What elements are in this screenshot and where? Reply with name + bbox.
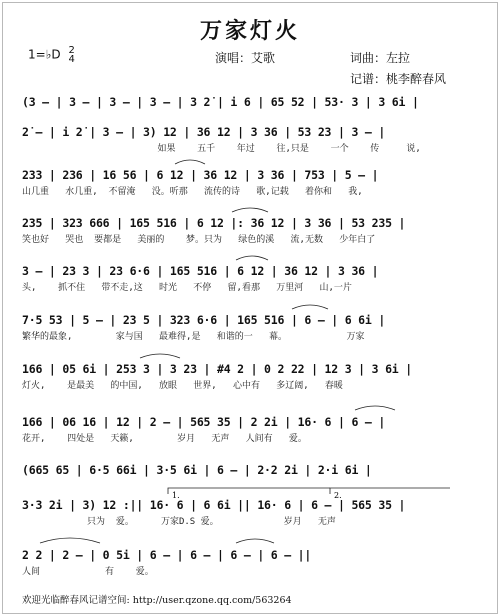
score-row-5 xyxy=(22,264,482,292)
lyricist-credit: 词曲：左拉 xyxy=(350,51,411,65)
key-prefix: 1= xyxy=(28,47,46,62)
lyrics-line: 灯火, 是最美 的中国, 放眼 世界, 心中有 多辽阔, 春暖 xyxy=(22,381,343,391)
lyrics-line: 繁华的最象, 家与国 最难得,是 和谐的一 幕。 万家 xyxy=(22,332,365,342)
lyrics-line: 笑也好 哭也 要都是 美丽的 梦。只为 绿色的溪 流,无数 少年白了 xyxy=(22,235,376,245)
lyrics-line xyxy=(22,479,482,491)
score-row-11 xyxy=(22,548,482,576)
score-row-2 xyxy=(22,125,482,153)
score-row-6 xyxy=(22,313,482,341)
score-row-4 xyxy=(22,216,482,244)
lyrics-line: 人间 有 爱。 xyxy=(22,567,154,577)
notation-line: (3 – | 3 – | 3 – | 3 – | 3 2̇ | i 6 | 65 52 | 53· 3 | 3 6i | xyxy=(22,95,419,109)
notation-line: 3 – | 23 3 | 23 6·6 | 165 516 | 6 12 | 36 12 | 3 36 | xyxy=(22,264,379,278)
key-tonic: ♭D xyxy=(45,47,61,62)
score-row-10 xyxy=(22,498,482,526)
score-row-8 xyxy=(22,415,482,443)
volta-2-label: 2. xyxy=(334,491,342,500)
notation-line: 2̇ – | i 2̇ | 3 – | 3) 12 | 36 12 | 3 36 | 53 23 | 3 – | xyxy=(22,125,386,139)
score-row-9 xyxy=(22,463,482,491)
notation-line: 166 | 05 6i | 253 3 | 3 23 | #4 2 | 0 2 22 | 12 3 | 3 6i | xyxy=(22,362,412,376)
lyrics-line: 头, 抓不住 带不走,这 时光 不停 留,看那 万里河 山,一片 xyxy=(22,283,352,293)
notation-line: 235 | 323 666 | 165 516 | 6 12 |: 36 12 | 3 36 | 53 235 | xyxy=(22,216,406,230)
time-signature xyxy=(68,46,74,64)
notation-line: 2 2 | 2 – | 0 5i | 6 – | 6 – | 6 – | 6 – || xyxy=(22,548,312,562)
lyrics-line: 山几重 水几重, 不留淹 没。听那 流传的诗 歌,记载 着你和 我, xyxy=(22,187,363,197)
volta-1-label: 1. xyxy=(172,491,180,500)
score-row-1 xyxy=(22,95,482,123)
notation-line: 233 | 236 | 16 56 | 6 12 | 36 12 | 3 36 | 753 | 5 – | xyxy=(22,168,379,182)
notation-line: (665 65 | 6·5 66i | 3·5 6i | 6 – | 2·2 2i | 2·i 6i | xyxy=(22,463,372,477)
lyrics-line xyxy=(22,111,482,123)
song-title: 万家灯火 xyxy=(199,18,300,44)
time-denominator: 4 xyxy=(68,54,75,65)
footer-note: 欢迎光临醉春风记谱空间: http://user.qzone.qq.com/563264 xyxy=(22,595,292,606)
lyrics-line: 如果 五千 年过 往,只是 一个 传 说, xyxy=(22,144,421,154)
time-numerator: 2 xyxy=(68,45,75,56)
notation-line: 166 | 06 16 | 12 | 2 – | 565 35 | 2 2i | 16· 6 | 6 – | xyxy=(22,415,386,429)
lyrics-line: 只为 爱。 万家D.S 爱。 岁月 无声 xyxy=(22,517,336,527)
lyrics-line: 花开, 四处是 天籁, 岁月 无声 人间有 爱。 xyxy=(22,434,307,444)
score-row-7 xyxy=(22,362,482,390)
score-row-3 xyxy=(22,168,482,196)
singer-credit: 演唱：艾歌 xyxy=(215,51,276,65)
notation-line: 7·5 53 | 5 – | 23 5 | 323 6·6 | 165 516 | 6 – | 6 6i | xyxy=(22,313,386,327)
notation-line: 3·3 2i | 3) 12 :|| 16· 6 | 6 6i || 16· 6 | 6 – | 565 35 | xyxy=(22,498,406,512)
transcriber-credit: 记谱：桃李醉春风 xyxy=(350,72,447,86)
key-signature xyxy=(28,46,75,64)
